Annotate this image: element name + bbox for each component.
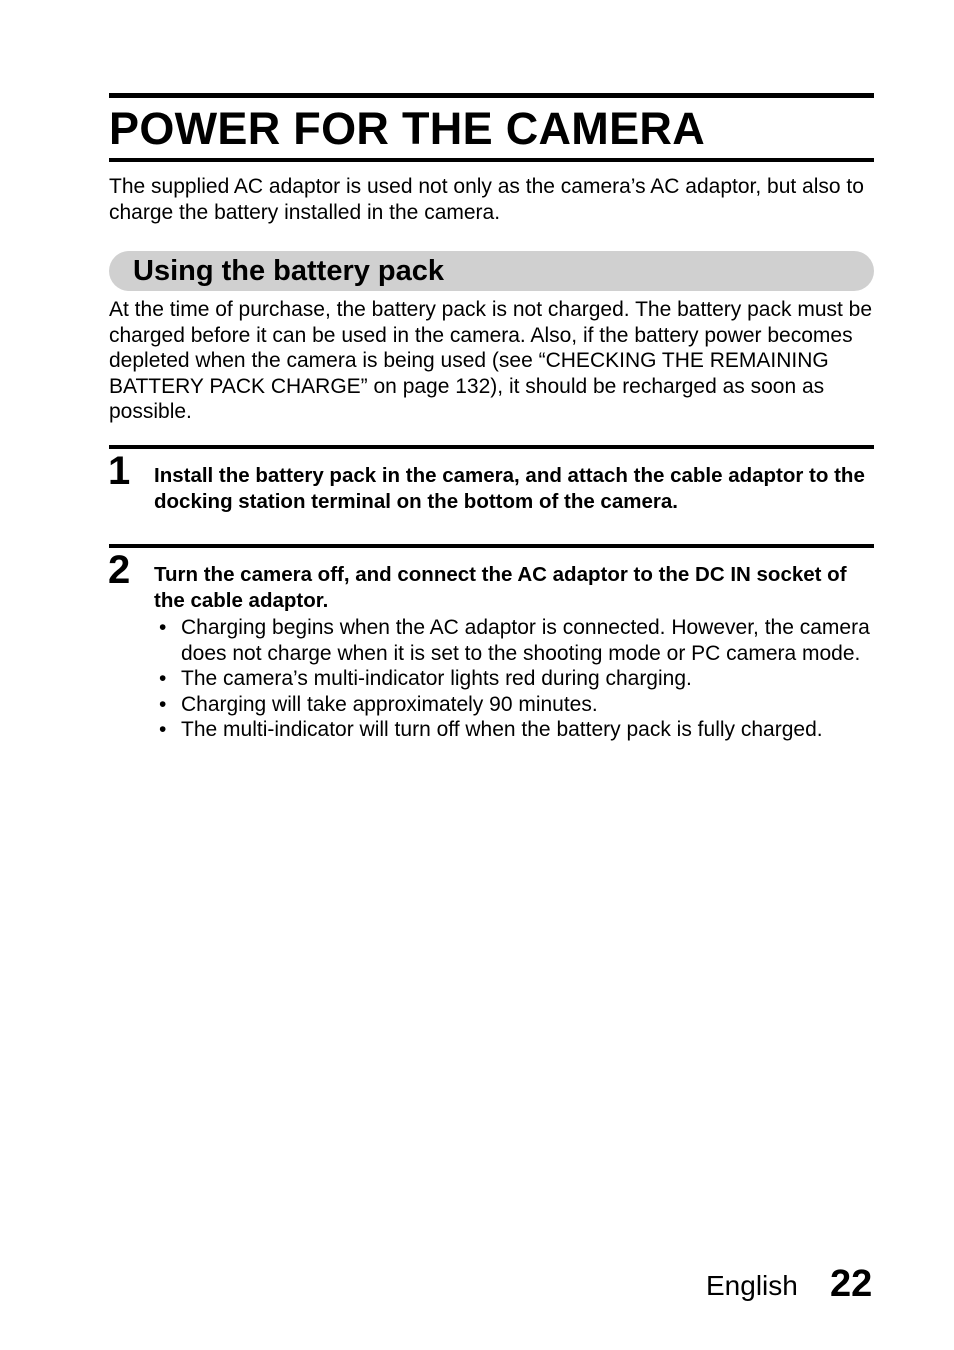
bullet-dot-icon: •	[159, 718, 167, 741]
bullet-text: Charging will take approximately 90 minutes.	[181, 692, 598, 716]
title-top-rule	[109, 93, 874, 98]
bullet-dot-icon: •	[159, 667, 167, 690]
bullet-dot-icon: •	[159, 692, 167, 716]
page-number: 22	[830, 1263, 873, 1305]
step-2-rule	[109, 544, 874, 548]
title-bottom-rule	[109, 158, 874, 162]
step-1-number: 1	[108, 449, 131, 493]
list-item	[154, 692, 879, 718]
bullet-text: Charging begins when the AC adaptor is connected. However, the camera does not charge when it is set to the shooting mode or PC camera mode.	[181, 616, 870, 665]
list-item	[154, 717, 879, 743]
section-heading: Using the battery pack	[133, 255, 445, 287]
list-item	[154, 666, 879, 692]
bullet-dot-icon: •	[159, 616, 167, 639]
bullet-text: The multi-indicator will turn off when the battery pack is fully charged.	[181, 718, 823, 741]
list-item	[154, 615, 879, 666]
footer-language: English	[706, 1270, 798, 1301]
page-title: POWER FOR THE CAMERA	[109, 103, 705, 154]
step-1-text: Install the battery pack in the camera, and attach the cable adaptor to the docking station terminal on the bottom of the camera.	[154, 464, 865, 513]
step-2-bullet-list	[154, 615, 879, 743]
step-1-rule	[109, 445, 874, 449]
section-heading-bar	[109, 251, 874, 291]
bullet-text: The camera’s multi-indicator lights red during charging.	[181, 667, 692, 690]
step-2-number: 2	[108, 548, 131, 592]
section-paragraph: At the time of purchase, the battery pack is not charged. The battery pack must be charged before it can be used in the camera. Also, if the battery power becomes depleted when the camera is being used (see “CHECKING THE REMAINING BATTERY PACK CHARGE” on page 132), it should be recharged as soon as possible.	[109, 298, 873, 423]
step-2-text: Turn the camera off, and connect the AC adaptor to the DC IN socket of the cable adaptor.	[154, 563, 847, 612]
intro-paragraph: The supplied AC adaptor is used not only as the camera’s AC adaptor, but also to charge the battery installed in the camera.	[109, 175, 864, 224]
